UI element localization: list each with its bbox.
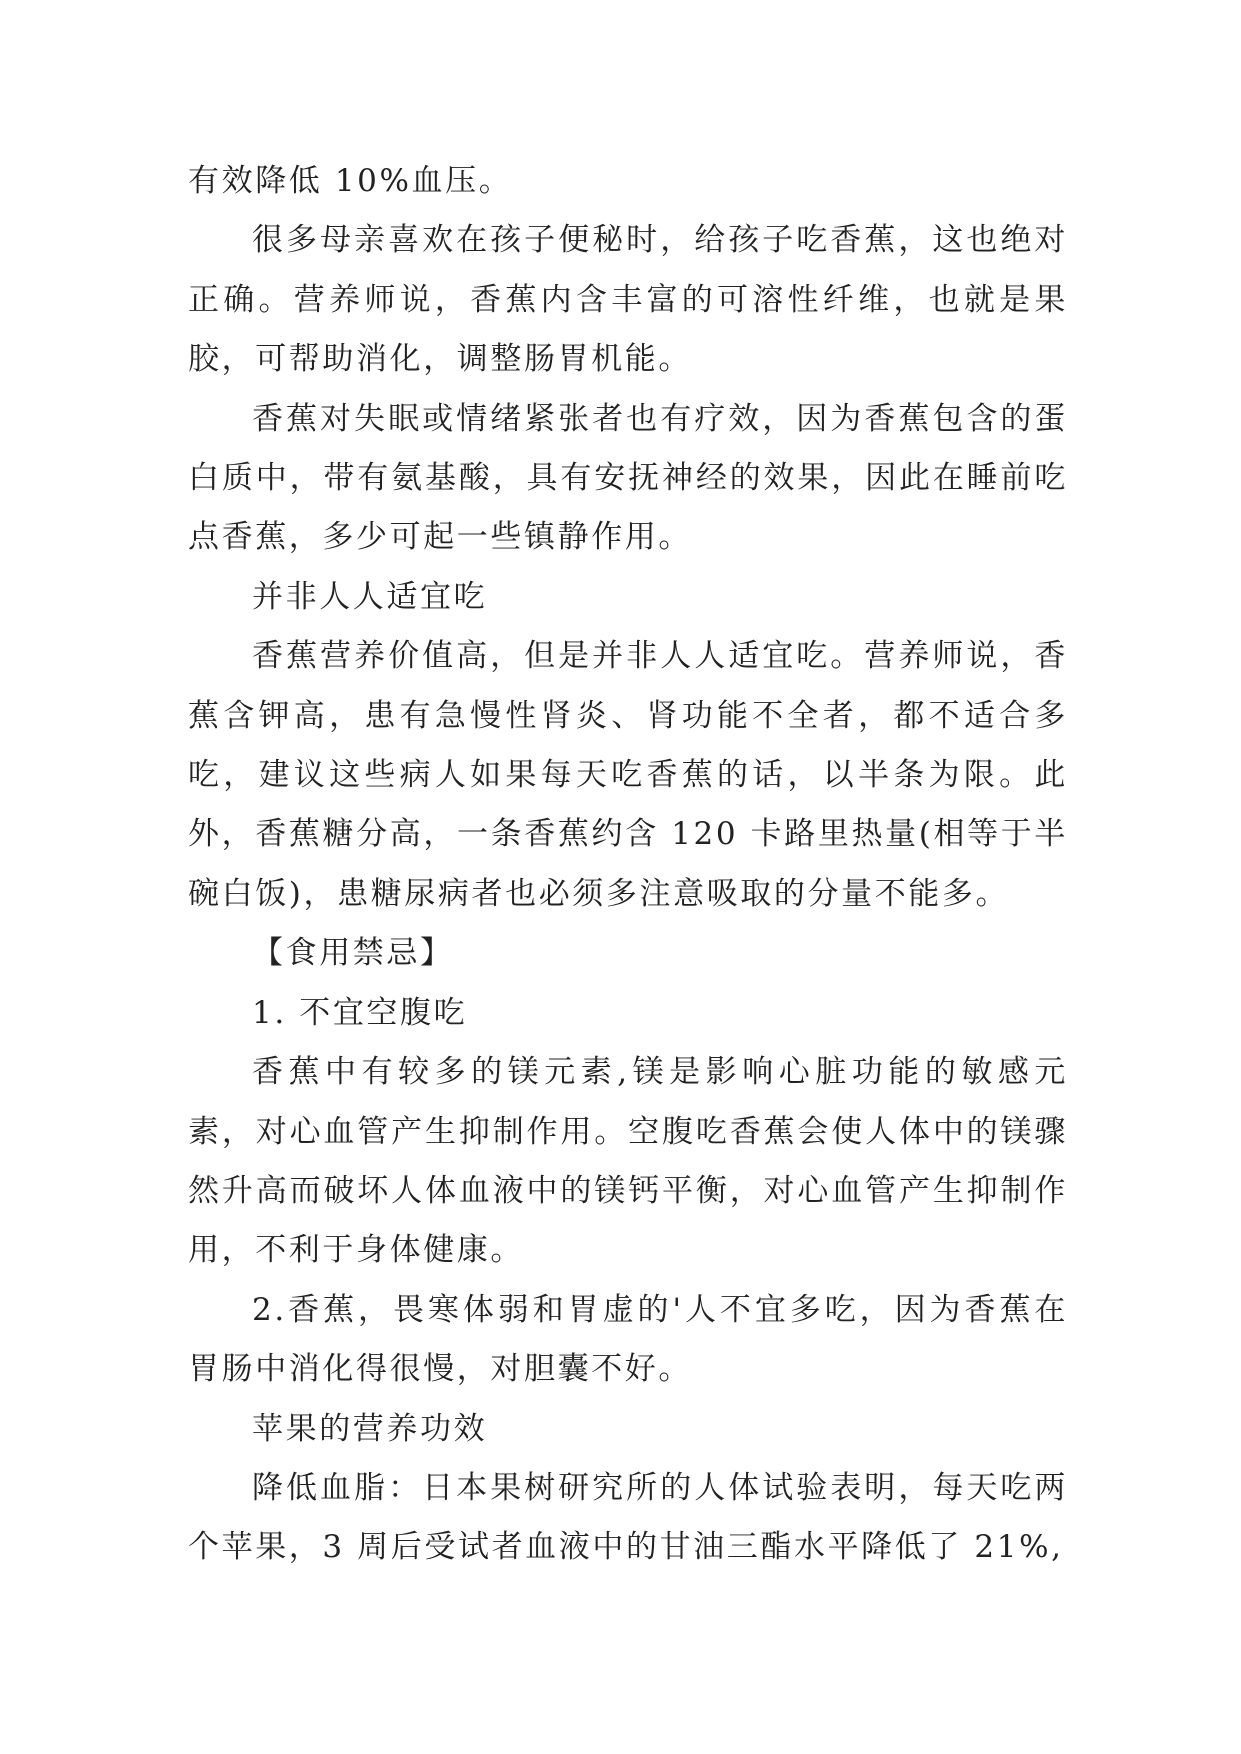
list-item-2: 2.香蕉，畏寒体弱和胃虚的'人不宜多吃，因为香蕉在胃肠中消化得很慢，对胆囊不好。 xyxy=(188,1291,1068,1388)
list-item-1-heading: 1. 不宜空腹吃 xyxy=(252,994,468,1031)
body-text xyxy=(188,152,1068,1578)
paragraph-2: 很多母亲喜欢在孩子便秘时，给孩子吃香蕉，这也绝对正确。营养师说，香蕉内含丰富的可溶性纤维，也就是果胶，可帮助消化，调整肠胃机能。 xyxy=(188,222,1068,378)
paragraph-1: 有效降低 10%血压。 xyxy=(188,163,513,199)
paragraph-8: 香蕉中有较多的镁元素,镁是影响心脏功能的敏感元素，对心血管产生抑制作用。空腹吃香蕉会使人体中的镁骤然升高而破坏人体血液中的镁钙平衡，对心血管产生抑制作用，不利于身体健康。 xyxy=(188,1054,1068,1269)
paragraph-5: 香蕉营养价值高，但是并非人人适宜吃。营养师说，香蕉含钾高，患有急慢性肾炎、肾功能不全者，都不适合多吃，建议这些病人如果每天吃香蕉的话，以半条为限。此外，香蕉糖分高，一条香蕉约含 120 卡路里热量(相等于半碗白饭)，患糖尿病者也必须多注意吸取的分量不能多。 xyxy=(188,638,1068,912)
paragraph-11: 降低血脂：日本果树研究所的人体试验表明，每天吃两个苹果，3 周后受试者血液中的甘油三酯水平降低了 21%, xyxy=(188,1469,1068,1566)
paragraph-3: 香蕉对失眠或情绪紧张者也有疗效，因为香蕉包含的蛋白质中，带有氨基酸，具有安抚神经的效果，因此在睡前吃点香蕉，多少可起一些镇静作用。 xyxy=(188,400,1068,556)
section-heading-apple: 苹果的营养功效 xyxy=(252,1410,488,1447)
section-heading-taboos: 【食用禁忌】 xyxy=(252,935,454,972)
section-heading-not-for-everyone: 并非人人适宜吃 xyxy=(252,578,488,615)
